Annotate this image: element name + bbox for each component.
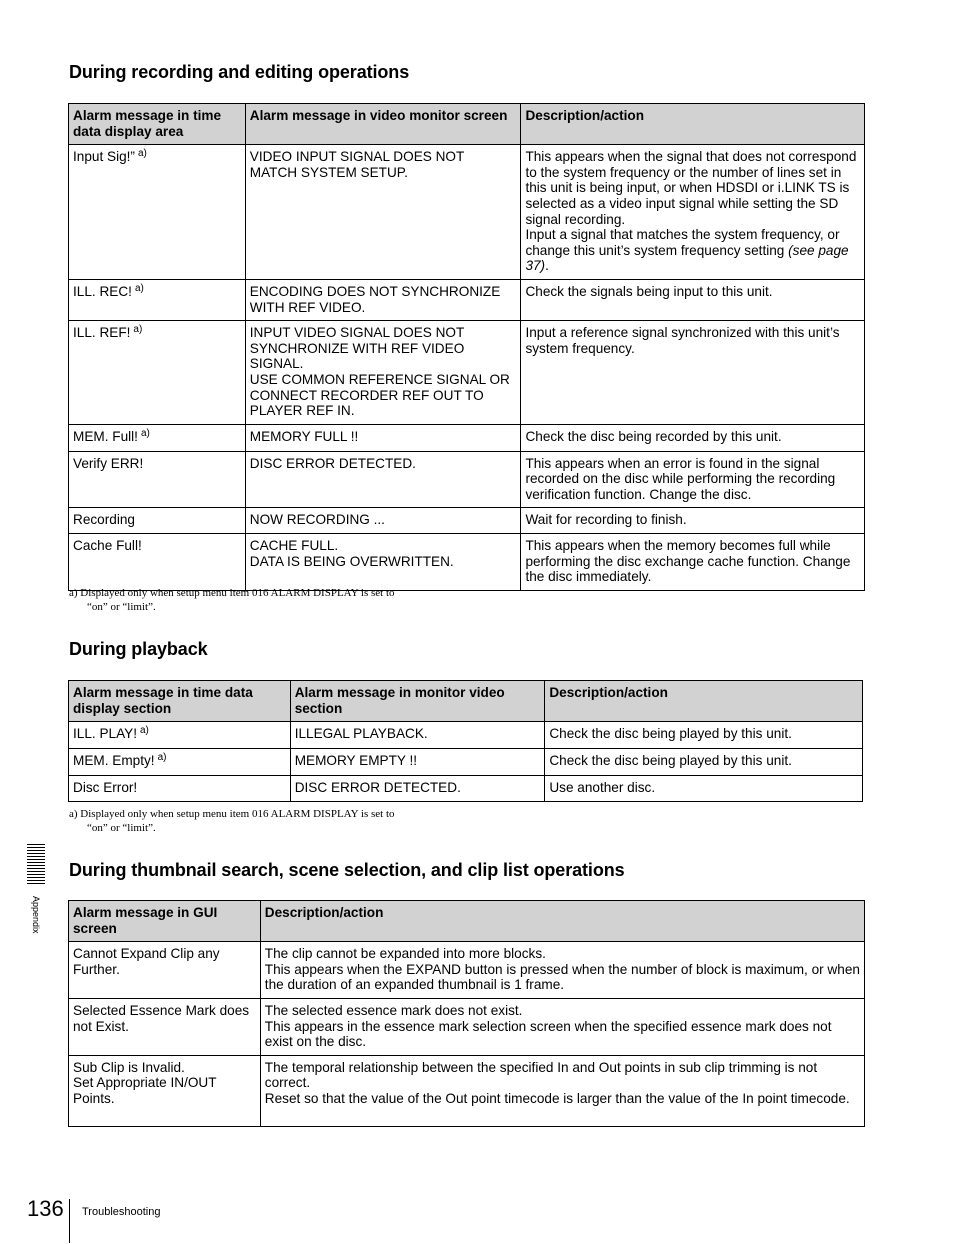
description-action: The selected essence mark does not exist. This appears in the essence mark selection screen when the specified essence mark does not exist on the disc. [260,998,864,1055]
table-row [69,451,865,508]
description-action: This appears when the signal that does not correspond to the system frequency or the number of lines set in this unit is being input, or when HDSDI or i.LINK TS is selected as a video input signal while setting the SD signal recording. Input a signal that matches the system frequency, or change this unit’s system frequency setting (see page 37). [521,145,865,280]
column-header: Alarm message in monitor video section [290,681,545,722]
table-header-row [69,681,863,722]
gui-message: Cannot Expand Clip any Further. [69,942,261,999]
table-row [69,508,865,534]
time-data-message: Input Sig!” $^{a)}$ [69,145,246,280]
monitor-message: DISC ERROR DETECTED. [290,776,545,802]
time-data-message: Recording [69,508,246,534]
column-header: Alarm message in GUI screen [69,901,261,942]
time-data-message: ILL. PLAY! $^{a)}$ [69,722,291,749]
section-heading-thumbnail: During thumbnail search, scene selection, and clip list operations [69,860,625,880]
table-row [69,145,865,280]
description-action: The temporal relationship between the specified In and Out points in sub clip trimming is not correct. Reset so that the value of the Out point timecode is larger than the value of the In point timecode. [260,1055,864,1126]
time-data-message: Verify ERR! [69,451,246,508]
column-header: Alarm message in video monitor screen [245,104,521,145]
table-header-row [69,104,865,145]
time-data-message: ILL. REF! $^{a)}$ [69,321,246,425]
page-number: 136 [27,1196,64,1221]
monitor-message: MEMORY FULL !! [245,424,521,451]
footnote: a) Displayed only when setup menu item 016 ALARM DISPLAY is set to “on” or “limit”. [69,587,395,613]
monitor-message: DISC ERROR DETECTED. [245,451,521,508]
table-row [69,749,863,776]
column-header: Description/action [260,901,864,942]
table-row [69,1055,865,1126]
table-row [69,942,865,999]
table-row [69,998,865,1055]
time-data-message: Cache Full! [69,534,246,591]
section-tab-marker [27,844,45,886]
column-header: Description/action [521,104,865,145]
monitor-message: ILLEGAL PLAYBACK. [290,722,545,749]
recording-alarm-table [68,103,865,591]
playback-alarm-table [68,680,863,802]
time-data-message: ILL. REC! $^{a)}$ [69,279,246,320]
section-heading-playback: During playback [69,639,208,659]
section-heading-recording: During recording and editing operations [69,62,410,82]
time-data-message: Disc Error! [69,776,291,802]
monitor-message: MEMORY EMPTY !! [290,749,545,776]
description-action: Input a reference signal synchronized with this unit’s system frequency. [521,321,865,425]
table-row [69,776,863,802]
description-action: This appears when the memory becomes full while performing the disc exchange cache function. Change the disc immediately. [521,534,865,591]
footer-divider [69,1199,70,1243]
monitor-message: CACHE FULL. DATA IS BEING OVERWRITTEN. [245,534,521,591]
table-row [69,424,865,451]
description-action: This appears when an error is found in the signal recorded on the disc while performing the recording verification function. Change the disc. [521,451,865,508]
time-data-message: MEM. Full! $^{a)}$ [69,424,246,451]
footer-chapter-label: Troubleshooting [82,1206,161,1218]
description-action: Check the disc being played by this unit. [545,722,863,749]
description-action: The clip cannot be expanded into more blocks. This appears when the EXPAND button is pressed when the number of block is maximum, or when the duration of an expanded thumbnail is 1 frame. [260,942,864,999]
table-row [69,321,865,425]
gui-alarm-table [68,900,865,1127]
time-data-message: MEM. Empty! $^{a)}$ [69,749,291,776]
monitor-message: VIDEO INPUT SIGNAL DOES NOT MATCH SYSTEM SETUP. [245,145,521,280]
gui-message: Sub Clip is Invalid. Set Appropriate IN/OUT Points. [69,1055,261,1126]
column-header: Description/action [545,681,863,722]
table-row [69,534,865,591]
column-header: Alarm message in time data display area [69,104,246,145]
side-section-label: Appendix [31,896,41,934]
column-header: Alarm message in time data display section [69,681,291,722]
description-action: Check the disc being played by this unit. [545,749,863,776]
table-header-row [69,901,865,942]
table-row [69,279,865,320]
description-action: Wait for recording to finish. [521,508,865,534]
description-action: Check the signals being input to this unit. [521,279,865,320]
description-action: Check the disc being recorded by this unit. [521,424,865,451]
monitor-message: ENCODING DOES NOT SYNCHRONIZE WITH REF VIDEO. [245,279,521,320]
footnote: a) Displayed only when setup menu item 016 ALARM DISPLAY is set to “on” or “limit”. [69,808,395,834]
description-action: Use another disc. [545,776,863,802]
table-row [69,722,863,749]
gui-message: Selected Essence Mark does not Exist. [69,998,261,1055]
monitor-message: INPUT VIDEO SIGNAL DOES NOT SYNCHRONIZE WITH REF VIDEO SIGNAL. USE COMMON REFERENCE SIGNAL OR CONNECT RECORDER REF OUT TO PLAYER REF IN. [245,321,521,425]
monitor-message: NOW RECORDING ... [245,508,521,534]
